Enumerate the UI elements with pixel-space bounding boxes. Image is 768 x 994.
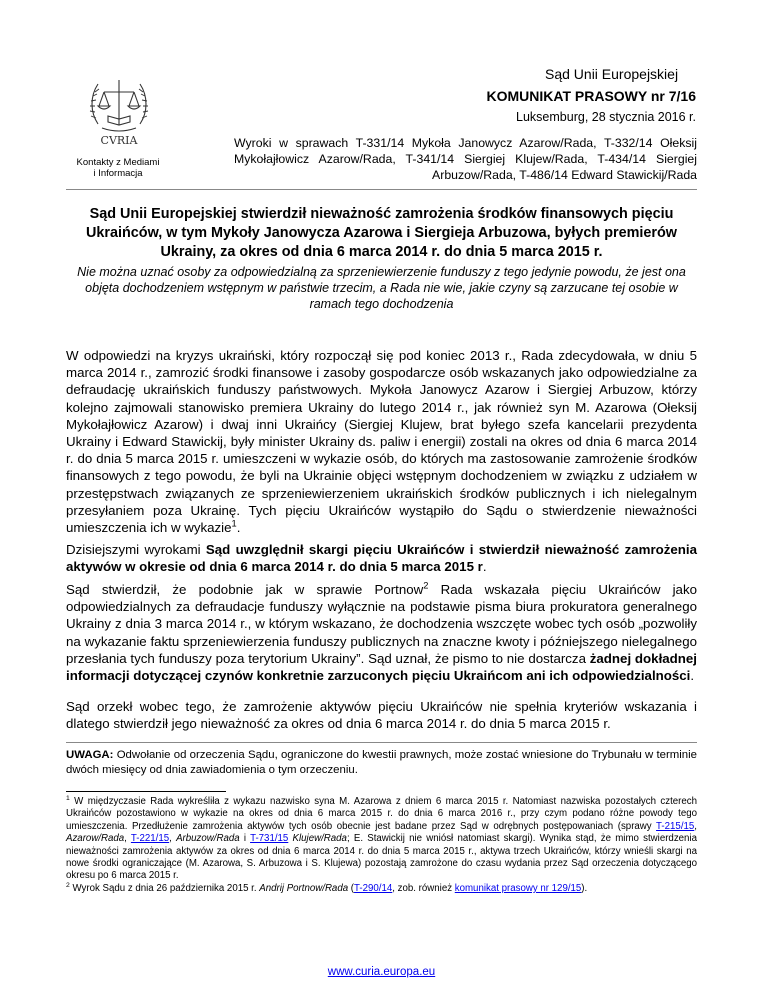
footnote-divider xyxy=(66,791,226,792)
case-link-t-221-15[interactable]: T-221/15 xyxy=(130,833,170,845)
case-references: Wyroki w sprawach T-331/14 Mykoła Janowycz Azarow/Rada, T-332/14 Ołeksij Mykołajłowicz Azarow/Rada, T-341/14 Siergiej Klujew/Rada, T-434/14 Siergiej Arbuzow/Rada, T-486/14 Edward Stawickij/Rada xyxy=(234,136,697,182)
footnotes xyxy=(66,796,697,895)
body-paragraph-2: Dzisiejszymi wyrokami Sąd uwzględnił skargi pięciu Ukraińców i stwierdził nieważność zamrożenia aktywów w okresie od dnia 6 marca 2014 r. do dnia 5 marca 2015 r. xyxy=(66,542,697,575)
logo-wordmark: CVRIA xyxy=(100,134,138,147)
curia-logo xyxy=(84,68,154,158)
press-release-link[interactable]: komunikat prasowy nr 129/15 xyxy=(454,882,582,894)
body-paragraph-1: W odpowiedzi na kryzys ukraiński, który rozpoczął się pod koniec 2013 r., Rada zdecydowała, w dniu 5 marca 2014 r., zamrozić środki finansowe i zasoby gospodarcze osób wskazanych jako odpowiedzialne za defraudację ukraińskich funduszy państwowych. Mykoła Janowycz Azarow i Siergiej Arbuzow, którzy kolejno zajmowali stanowisko premiera Ukrainy do lutego 2014 r., jak również syn M. Azarowa (Ołeksij Mykołajłowicz Azarow) i dwaj inni Ukraińcy (Siergiej Klujew, brat byłego szefa kancelarii prezydenta Ukrainy i Edward Stawickij, były minister Ukrainy ds. paliw i energii) zostali na okres od dnia 6 marca 2014 r. do dnia 5 marca 2015 r. umieszczeni w wykazie osób, do których ma zastosowanie zamrożenie środków finansowych z tego powodu, że byli na Ukrainie objęci wstępnym dochodzeniem w związku z udziałem w przestępstwach związanych ze sprzeniewierzeniem ukraińskich środków publicznych i ich nielegalnym przesyłaniem poza Ukrainę. Tych pięciu Ukraińców wystąpiło do Sądu o stwierdzenie nieważności umieszczenia ich w wykazie$^1$. xyxy=(66,348,697,536)
case-link-t-215-15[interactable]: T-215/15 xyxy=(656,820,695,832)
footnote-ref-1[interactable]: 1 xyxy=(231,518,237,529)
contact-line-1: Kontakty z Mediami xyxy=(76,157,160,168)
subtitle: Nie można uznać osoby za odpowiedzialną za sprzeniewierzenie funduszy z tego jedynie powodu, że jest ona objęta dochodzeniem wstępnym w państwie trzecim, a Rada nie wie, jakie czyny są zarzucane tej osobie w ramach tego dochodzenia xyxy=(77,265,686,311)
press-release-number: KOMUNIKAT PRASOWY nr 7/16 xyxy=(486,88,696,104)
media-contact-label xyxy=(66,157,170,179)
body-paragraph-4: Sąd orzekł wobec tego, że zamrożenie aktywów pięciu Ukraińców nie spełnia kryteriów wskazania i dlatego stwierdził jego nieważność za okres od dnia 6 marca 2014 r. do dnia 5 marca 2015 r. xyxy=(66,699,697,732)
header-divider xyxy=(66,189,697,190)
body-paragraph-3: Sąd stwierdził, że podobnie jak w sprawie Portnow$^2$ Rada wskazała pięciu Ukraińców jako odpowiedzialnych za defraudacje funduszy wyłącznie na podstawie pisma biura prokuratora generalnego Ukrainy z dnia 3 marca 2014 r., w którym wskazano, że dochodzenia wszczęte wobec tych osób „pozwoliły na wykazanie faktu sprzeniewierzenia funduszy publicznych na znaczne kwoty i późniejszego nielegalnego przesłania tych funduszy poza terytorium Ukrainy”. Sąd uznał, że pismo to nie dostarcza żadnej dokładnej informacji dotyczącej czynów konkretnie zarzuconych pięciu Ukraińcom ani ich odpowiedzialności. xyxy=(66,580,697,684)
footnote-1: $^1$ W międzyczasie Rada wykreśliła z wykazu nazwisko syna M. Azarowa z dniem 6 marca 2015 r. Natomiast nazwiska pozostałych czterech Ukraińców pozostawiono w wykazie na okres od dnia 6 marca 2015 r. do dnia 6 marca 2016 r., przy czym podano różne powody tego umieszczenia. Przedłużenie zamrożenia aktywów tych osób obecnie jest badane przez Sąd w odrębnych postępowaniach (sprawy T-215/15, Azarow/Rada, T-221/15, Arbuzow/Rada i T-731/15 Klujew/Rada; E. Stawickij nie wniósł natomiast skargi). Wynika stąd, że mimo stwierdzenia nieważności zamrożenia aktywów za okres od dnia 6 marca 2014 r. do dnia 5 marca 2015 r., aktywa trzech Ukraińców, którzy wnieśli skargi na nowe środki ograniczające (M. Azarowa, S. Arbuzowa i S. Klujewa) pozostają zamrożone do czasu wydania przez Sąd orzeczenia dotyczącego okresu po 6 marca 2015 r. xyxy=(66,794,697,882)
note-label: UWAGA: xyxy=(66,749,114,761)
case-link-t-731-15[interactable]: T-731/15 xyxy=(250,833,289,845)
headline: Sąd Unii Europejskiej stwierdził nieważność zamrożenia środków finansowych pięciu Ukraińców, w tym Mykoły Janowycza Azarowa i Siergieja Arbuzowa, byłych premierów Ukrainy, za okres od dnia 6 marca 2014 r. do dnia 5 marca 2015 r. xyxy=(86,206,677,260)
case-link-t-290-14[interactable]: T-290/14 xyxy=(354,882,393,894)
contact-line-2: i Informacja xyxy=(93,168,143,179)
footnote-2: $^2$ Wyrok Sądu z dnia 26 października 2015 r. Andrij Portnow/Rada (T-290/14, zob. również komunikat prasowy nr 129/15). xyxy=(66,881,588,894)
court-name: Sąd Unii Europejskiej xyxy=(545,66,679,82)
website-link[interactable]: www.curia.europa.eu xyxy=(327,966,436,978)
note-divider xyxy=(66,742,697,743)
appeal-note: UWAGA: Odwołanie od orzeczenia Sądu, ograniczone do kwestii prawnych, może zostać wniesione do Trybunału w terminie dwóch miesięcy od dnia zawiadomienia o tym orzeczeniu. xyxy=(66,749,697,776)
dateline: Luksemburg, 28 stycznia 2016 r. xyxy=(516,110,696,124)
footnote-ref-2[interactable]: 2 xyxy=(423,580,429,591)
